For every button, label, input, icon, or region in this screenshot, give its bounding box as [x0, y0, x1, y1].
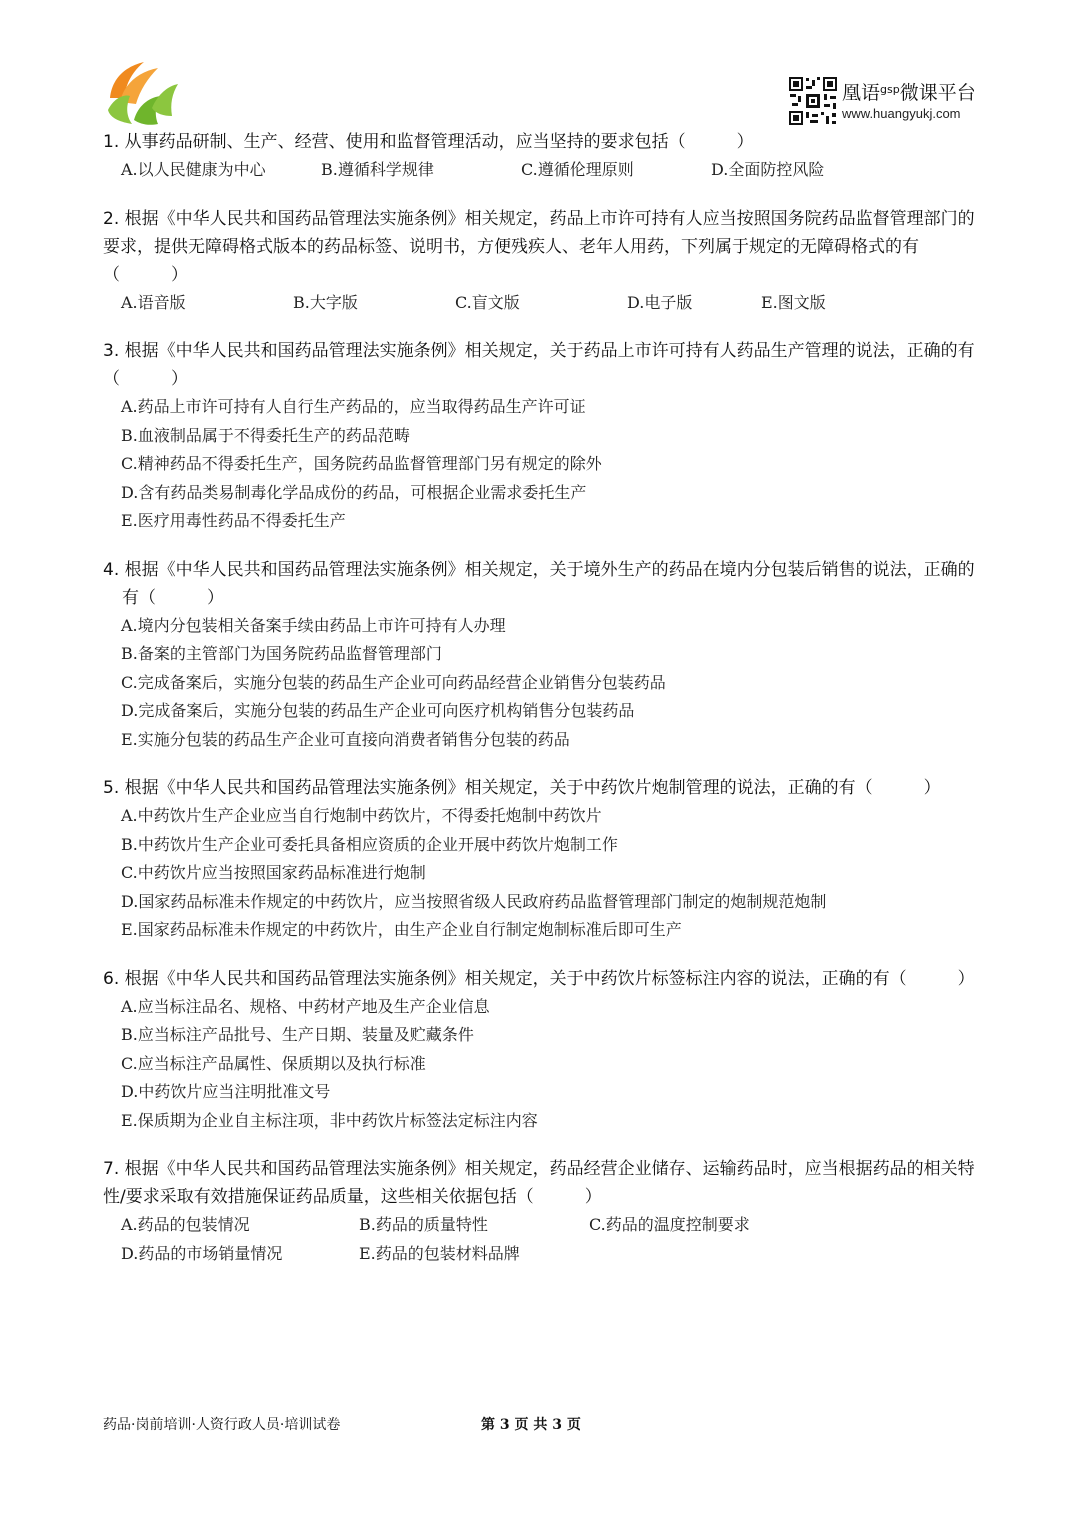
option: E.医疗用毒性药品不得委托生产 — [121, 511, 346, 530]
option: C.盲文版 — [455, 292, 520, 312]
option: C.应当标注产品属性、保质期以及执行标准 — [121, 1053, 426, 1073]
option: C.中药饮片应当按照国家药品标准进行炮制 — [121, 863, 426, 882]
page-footer — [103, 1414, 983, 1438]
page-number: 第 3 页 共 3 页 — [481, 1417, 581, 1433]
option: D.完成备案后，实施分包装的药品生产企业可向医疗机构销售分包装药品 — [121, 701, 635, 720]
option: D.国家药品标准未作规定的中药饮片，应当按照省级人民政府药品监督管理部门制定的炮制规范炮制 — [121, 891, 827, 911]
option: A.以人民健康为中心 — [121, 160, 266, 179]
option: D.中药饮片应当注明批准文号 — [121, 1082, 331, 1101]
option: D.全面防控风险 — [711, 160, 825, 179]
option: C.完成备案后，实施分包装的药品生产企业可向药品经营企业销售分包装药品 — [121, 672, 666, 692]
option: D.含有药品类易制毒化学品成份的药品，可根据企业需求委托生产 — [121, 482, 587, 502]
option: B.血液制品属于不得委托生产的药品范畴 — [121, 425, 410, 445]
option: A.应当标注品名、规格、中药材产地及生产企业信息 — [121, 996, 490, 1016]
question-list — [103, 128, 983, 1288]
option: B.应当标注产品批号、生产日期、装量及贮藏条件 — [121, 1025, 474, 1044]
leaf-logo-icon — [104, 58, 180, 130]
option: B.中药饮片生产企业可委托具备相应资质的企业开展中药饮片炮制工作 — [121, 834, 618, 854]
question-4 — [103, 556, 983, 755]
option: B.大字版 — [293, 292, 358, 312]
question-3 — [103, 337, 983, 536]
footer-title: 药品·岗前培训·人资行政人员·培训试卷 — [103, 1417, 341, 1433]
question-2 — [103, 205, 983, 318]
question-stem: 3. 根据《中华人民共和国药品管理法实施条例》相关规定，关于药品上市许可持有人药品生产管理的说法，正确的有（ ） — [103, 341, 975, 389]
option: A.中药饮片生产企业应当自行炮制中药饮片，不得委托炮制中药饮片 — [121, 806, 602, 825]
option: D.药品的市场销量情况 — [121, 1243, 283, 1263]
question-1 — [103, 128, 983, 185]
option: A.语音版 — [121, 292, 186, 312]
option: E.图文版 — [761, 292, 826, 312]
question-5 — [103, 774, 983, 945]
brand-url: www.huangyukj.com — [842, 106, 961, 121]
option: B.药品的质量特性 — [359, 1215, 488, 1234]
question-stem: 4. 根据《中华人民共和国药品管理法实施条例》相关规定，关于境外生产的药品在境内分包装后销售的说法，正确的有（ ） — [103, 559, 975, 608]
option: A.境内分包装相关备案手续由药品上市许可持有人办理 — [121, 615, 506, 635]
option: B.遵循科学规律 — [321, 160, 434, 179]
question-7 — [103, 1155, 983, 1268]
option: C.药品的温度控制要求 — [589, 1215, 750, 1234]
question-stem: 7. 根据《中华人民共和国药品管理法实施条例》相关规定，药品经营企业储存、运输药品时，应当根据药品的相关特性/要求采取有效措施保证药品质量，这些相关依据包括（ ） — [103, 1159, 975, 1207]
brand-name: 凰语$^{gsp}$微课平台 — [842, 82, 976, 104]
option: E.实施分包装的药品生产企业可直接向消费者销售分包装的药品 — [121, 729, 570, 749]
question-stem: 2. 根据《中华人民共和国药品管理法实施条例》相关规定，药品上市许可持有人应当按照国务院药品监督管理部门的要求，提供无障碍格式版本的药品标签、说明书，方便残疾人、老年人用药，下列属于规定的无障碍格式的有（ ） — [103, 208, 975, 285]
option: D.电子版 — [627, 292, 693, 312]
option: C.遵循伦理原则 — [521, 160, 634, 179]
question-stem: 6. 根据《中华人民共和国药品管理法实施条例》相关规定，关于中药饮片标签标注内容的说法，正确的有（ ） — [103, 968, 975, 989]
qr-code-icon — [788, 76, 838, 126]
option: A.药品上市许可持有人自行生产药品的，应当取得药品生产许可证 — [121, 397, 586, 416]
question-stem: 5. 根据《中华人民共和国药品管理法实施条例》相关规定，关于中药饮片炮制管理的说法，正确的有（ ） — [103, 778, 941, 798]
option: C.精神药品不得委托生产，国务院药品监督管理部门另有规定的除外 — [121, 454, 602, 473]
brand-block — [788, 76, 988, 130]
option: E.保质期为企业自主标注项，非中药饮片标签法定标注内容 — [121, 1110, 538, 1130]
option: A.药品的包装情况 — [121, 1215, 250, 1234]
option: E.药品的包装材料品牌 — [359, 1243, 520, 1263]
question-6 — [103, 965, 983, 1136]
option: B.备案的主管部门为国务院药品监督管理部门 — [121, 644, 442, 663]
question-stem: 1. 从事药品研制、生产、经营、使用和监督管理活动，应当坚持的要求包括（ ） — [103, 132, 754, 152]
option: E.国家药品标准未作规定的中药饮片，由生产企业自行制定炮制标准后即可生产 — [121, 920, 682, 939]
